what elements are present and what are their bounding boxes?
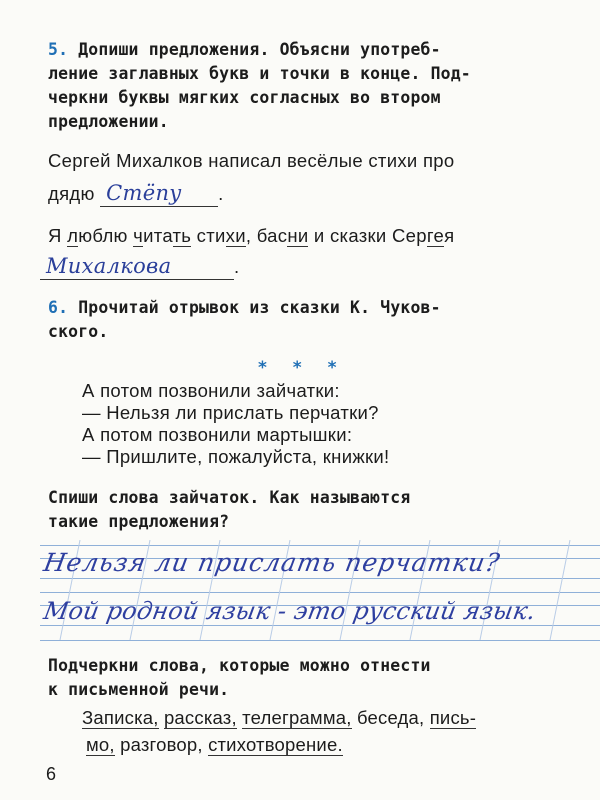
poem-line-4: — Пришлите, пожалуйста, книжки! xyxy=(82,446,390,467)
copy-task-line-1: Спиши слова зайчаток. Как называются xyxy=(48,488,411,507)
word-zapiska: Записка, xyxy=(82,707,159,728)
task-5-line-2: ление заглавных букв и точки в конце. Под- xyxy=(48,64,471,83)
words-line-1 xyxy=(82,706,476,730)
task-5-instructions xyxy=(48,38,570,134)
poem-line-3: А потом позвонили мартышки: xyxy=(82,424,353,445)
sentence-1-line-1: Сергей Михалков написал весёлые стихи про xyxy=(48,150,455,171)
word-rasskaz: рассказ, xyxy=(163,707,237,728)
task-5-line-3: черкни буквы мягких согласных во втором xyxy=(48,88,441,107)
task-5-line-1: Допиши предложения. Объясни употреб- xyxy=(78,40,441,59)
task-5-number: 5. xyxy=(48,40,69,59)
poem-excerpt xyxy=(82,380,389,468)
copy-task-instructions xyxy=(48,486,570,534)
page-number: 6 xyxy=(46,764,57,784)
word-pismo-part-1: пись- xyxy=(429,707,477,728)
poem-line-1: А потом позвонили зайчатки: xyxy=(82,380,340,401)
task-5-line-4: предложении. xyxy=(48,112,169,131)
word-stikhotvorenie: стихотворение. xyxy=(208,734,343,755)
task-6-line-2: ского. xyxy=(48,322,109,341)
words-line-2 xyxy=(86,733,343,757)
sentence-2-line-2: Михалкова . xyxy=(40,255,239,280)
ruled-line xyxy=(40,640,600,641)
underline-task-line-1: Подчеркни слова, которые можно отнести xyxy=(48,656,431,675)
handwritten-answer-mikhalkova: Михалкова xyxy=(40,255,234,280)
task-6-line-1: Прочитай отрывок из сказки К. Чуков- xyxy=(78,298,441,317)
copy-task-line-2: такие предложения? xyxy=(48,512,230,531)
word-telegramma: телеграмма, xyxy=(242,707,352,728)
word-beseda: беседа, xyxy=(356,707,425,728)
task-6-number: 6. xyxy=(48,298,69,317)
handwritten-answer-stepu: Стёпу xyxy=(100,182,218,207)
sentence-2-line-1: Я люблю читать стихи, басни и сказки Сергея xyxy=(48,225,455,246)
word-razgovor: разговор, xyxy=(120,734,203,755)
poem-line-2: — Нельзя ли прислать перчатки? xyxy=(82,402,379,423)
task-6-instructions xyxy=(48,296,570,344)
handwritten-line-1: Нельзя ли прислать перчатки? xyxy=(41,548,503,577)
poem-separator-stars: * * * xyxy=(258,358,347,378)
handwritten-line-2: Мой родной язык - это русский язык. xyxy=(41,597,538,625)
underline-task-instructions xyxy=(48,654,570,702)
underline-task-line-2: к письменной речи. xyxy=(48,680,230,699)
sentence-1-line-2: дядю Стёпу . xyxy=(48,181,224,205)
word-pismo-part-2: мо, xyxy=(86,734,115,755)
